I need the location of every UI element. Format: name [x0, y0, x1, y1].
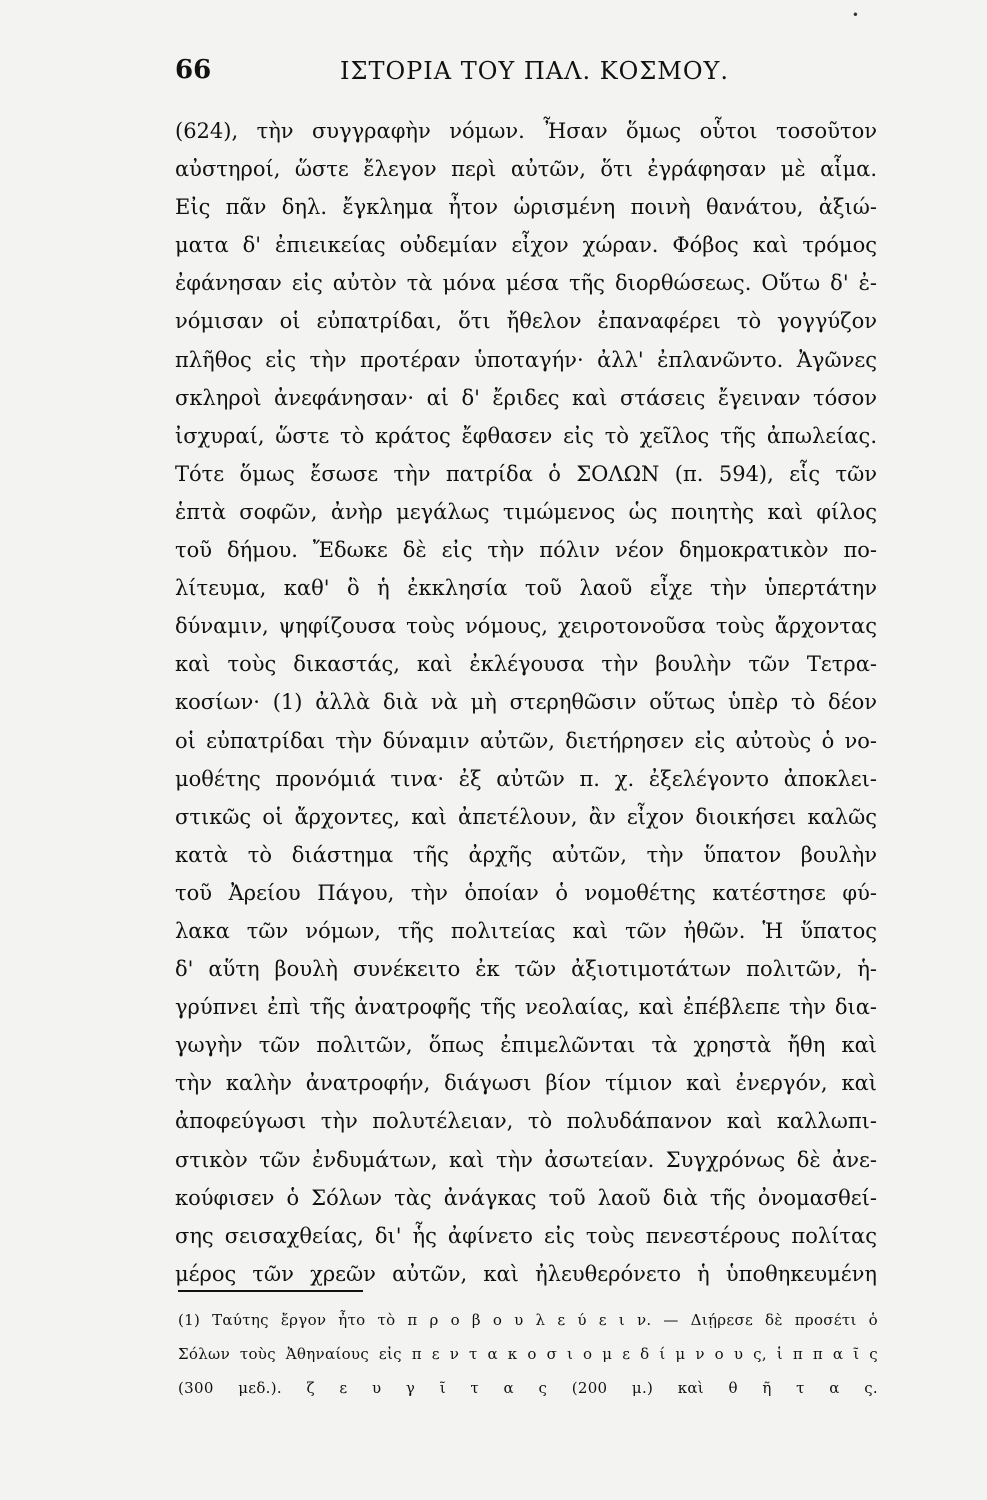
text-line: δύναμιν, ψηφίζουσα τοὺς νόμους, χειροτονοῦσα τοὺς ἄρχοντας	[175, 614, 877, 639]
footnote-line: (300 μεδ.). ζ ε υ γ ῖ τ α ς (200 μ.) καὶ θ ῆ τ α ς.	[178, 1379, 878, 1397]
text-line: στικὸν τῶν ἐνδυμάτων, καὶ τὴν ἀσωτείαν. Συγχρόνως δὲ ἀνε-	[175, 1147, 877, 1172]
running-title: ΙΣΤΟΡΙΑ ΤΟΥ ΠΑΛ. ΚΟΣΜΟΥ.	[340, 57, 730, 85]
text-line: γρύπνει ἐπὶ τῆς ἀνατροφῆς τῆς νεολαίας, καὶ ἐπέβλεπε τὴν δια-	[175, 995, 877, 1020]
text-line: κούφισεν ὁ Σόλων τὰς ἀνάγκας τοῦ λαοῦ διὰ τῆς ὀνομασθεί-	[175, 1185, 877, 1210]
text-line: ἐφάνησαν εἰς αὐτὸν τὰ μόνα μέσα τῆς διορθώσεως. Οὕτω δ' ἐ-	[175, 271, 877, 296]
text-line: αὐστηροί, ὥστε ἔλεγον περὶ αὐτῶν, ὅτι ἐγράφησαν μὲ αἷμα.	[175, 157, 877, 182]
page-header	[175, 55, 880, 95]
text-line: γωγὴν τῶν πολιτῶν, ὅπως ἐπιμελῶνται τὰ χρηστὰ ἤθη καὶ	[175, 1033, 877, 1058]
footnote-line: Σόλων τοὺς Ἀθηναίους εἰς π ε ν τ α κ ο σ ι ο μ ε δ ί μ ν ο υ ς, ἱ π π α ῖ ς	[178, 1345, 878, 1363]
text-line: σκληροὶ ἀνεφάνησαν· αἱ δ' ἔριδες καὶ στάσεις ἔγειναν τόσον	[175, 385, 877, 410]
text-line: σης σεισαχθείας, δι' ἧς ἀφίνετο εἰς τοὺς πενεστέρους πολίτας	[175, 1223, 877, 1248]
corner-speck: •	[851, 8, 859, 22]
text-line: ἰσχυραί, ὥστε τὸ κράτος ἔφθασεν εἰς τὸ χεῖλος τῆς ἀπωλείας.	[175, 423, 877, 448]
text-line: νόμισαν οἱ εὐπατρίδαι, ὅτι ἤθελον ἐπαναφέρει τὸ γογγύζον	[175, 309, 877, 334]
text-line: τὴν καλὴν ἀνατροφήν, διάγωσι βίον τίμιον καὶ ἐνεργόν, καὶ	[175, 1071, 877, 1096]
text-line: Τότε ὅμως ἔσωσε τὴν πατρίδα ὁ ΣΟΛΩΝ (π. 594), εἷς τῶν	[175, 461, 877, 486]
text-line: μοθέτης προνόμιά τινα· ἐξ αὐτῶν π. χ. ἐξελέγοντο ἀποκλει-	[175, 766, 877, 791]
body-text	[175, 112, 877, 1293]
text-line: μέρος τῶν χρεῶν αὐτῶν, καὶ ἠλευθερόνετο ἡ ὑποθηκευμένη	[175, 1261, 877, 1286]
text-line: ἀποφεύγωσι τὴν πολυτέλειαν, τὸ πολυδάπανον καὶ καλλωπι-	[175, 1109, 877, 1134]
text-line: κατὰ τὸ διάστημα τῆς ἀρχῆς αὐτῶν, τὴν ὕπατον βουλὴν	[175, 842, 877, 867]
text-line: Εἰς πᾶν δηλ. ἔγκλημα ἦτον ὡρισμένη ποινὴ θανάτου, ἀξιώ-	[175, 195, 877, 220]
text-line: οἱ εὐπατρίδαι τὴν δύναμιν αὐτῶν, διετήρησεν εἰς αὐτοὺς ὁ νο-	[175, 728, 877, 753]
text-line: ματα δ' ἐπιεικείας οὐδεμίαν εἶχον χώραν. Φόβος καὶ τρόμος	[175, 233, 877, 258]
text-line: καὶ τοὺς δικαστάς, καὶ ἐκλέγουσα τὴν βουλὴν τῶν Τετρα-	[175, 652, 877, 677]
text-line: τοῦ Ἀρείου Πάγου, τὴν ὁποίαν ὁ νομοθέτης κατέστησε φύ-	[175, 880, 877, 905]
text-line: λίτευμα, καθ' ὃ ἡ ἐκκλησία τοῦ λαοῦ εἶχε τὴν ὑπερτάτην	[175, 576, 877, 601]
text-line: πλῆθος εἰς τὴν προτέραν ὑποταγήν· ἀλλ' ἐπλανῶντο. Ἀγῶνες	[175, 347, 877, 372]
text-line: ἑπτὰ σοφῶν, ἀνὴρ μεγάλως τιμώμενος ὡς ποιητὴς καὶ φίλος	[175, 499, 877, 524]
footnote-line: (1) Ταύτης ἔργον ἦτο τὸ π ρ ο β ο υ λ ε ύ ε ι ν. — Διῄρεσε δὲ προσέτι ὁ	[178, 1311, 878, 1329]
page-number: 66	[175, 55, 212, 85]
footnotes	[178, 1303, 878, 1405]
text-line: λακα τῶν νόμων, τῆς πολιτείας καὶ τῶν ἠθῶν. Ἡ ὕπατος	[175, 918, 877, 943]
text-line: στικῶς οἱ ἄρχοντες, καὶ ἀπετέλουν, ἂν εἶχον διοικήσει καλῶς	[175, 804, 877, 829]
footnote-rule	[178, 1290, 363, 1292]
text-line: κοσίων· (1) ἀλλὰ διὰ νὰ μὴ στερηθῶσιν οὕτως ὑπὲρ τὸ δέον	[175, 690, 877, 715]
text-line: (624), τὴν συγγραφὴν νόμων. Ἦσαν ὅμως οὗτοι τοσοῦτον	[175, 119, 877, 143]
text-line: τοῦ δήμου. Ἔδωκε δὲ εἰς τὴν πόλιν νέον δημοκρατικὸν πο-	[175, 538, 877, 563]
text-line: δ' αὕτη βουλὴ συνέκειτο ἐκ τῶν ἀξιοτιμοτάτων πολιτῶν, ἡ-	[175, 957, 877, 982]
